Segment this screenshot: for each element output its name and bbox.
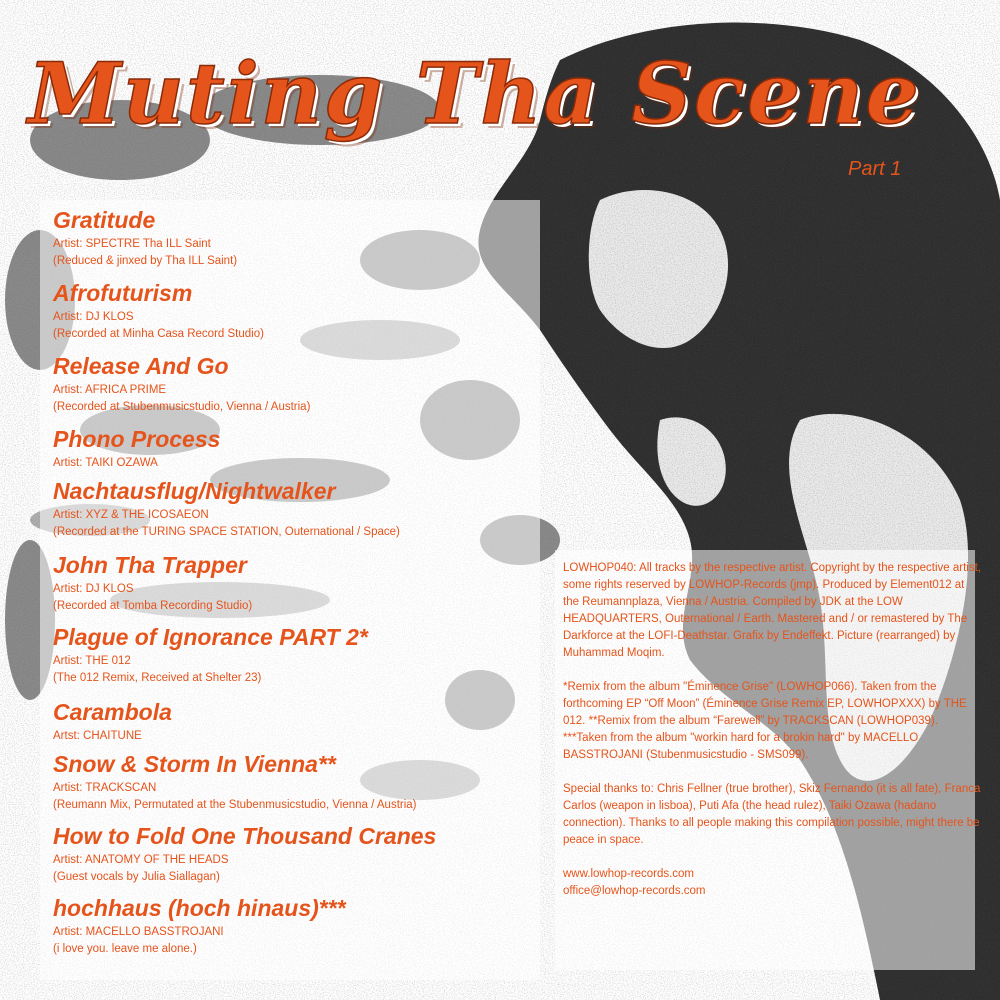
album-subtitle: Part 1 [848,158,902,180]
track-title: hochhaus (hoch hinaus)*** [53,895,346,921]
tracklist [53,206,573,954]
track-artist: Artist: MACELLO BASSTROJANI [53,926,224,938]
track-artist: Artist: DJ KLOS [53,311,134,323]
track-artist: Artst: CHAITUNE [53,730,142,742]
track-item [53,623,573,698]
track-note: (Reduced & jinxed by Tha ILL Saint) [53,255,238,267]
contact-links [563,866,983,900]
track-title: Gratitude [53,207,156,233]
track-title: Snow & Storm In Vienna** [53,751,336,777]
track-title: Carambola [53,699,172,725]
track-item [53,206,573,279]
track-note: (Recorded at the TURING SPACE STATION, Outernational / Space) [53,526,400,538]
track-item [53,698,573,750]
track-item [53,279,573,352]
track-item [53,425,573,477]
website-link[interactable]: www.lowhop-records.com [563,868,695,880]
track-title: How to Fold One Thousand Cranes [53,823,437,849]
track-note: (The 012 Remix, Received at Shelter 23) [53,672,262,684]
credits-main: LOWHOP040: All tracks by the respective artist. Copyright by the respective artist, some rights reserved by LOWHOP-Records (jmp). Produced by Element012 at the Reumannplaza, Vienna / Austria. Compiled by JDK at the LOW HEADQUARTERS, Outernational / Earth. Mastered and / or remastered by The Darkforce at the LOFI-Deathstar. Grafix by Endeffekt. Picture (rearranged) by Muhammad Moqim. [563,562,981,659]
track-title: Afrofuturism [53,280,193,306]
email-link[interactable]: office@lowhop-records.com [563,885,706,897]
track-item [53,477,573,551]
track-note: (Reumann Mix, Permutated at the Stubenmusicstudio, Vienna / Austria) [53,799,417,811]
credits-thanks: Special thanks to: Chris Fellner (true brother), Skiz Fernando (it is all fate), Franca Carlos (weapon in lisboa), Puti Afa (the head rulez), Taiki Ozawa (hadano connection). Thanks to all people making this compilation possible, might there be peace in space. [563,783,981,846]
track-title: Release And Go [53,353,229,379]
track-title: John Tha Trapper [53,552,247,578]
track-note: (Recorded at Minha Casa Record Studio) [53,328,264,340]
track-artist: Artist: SPECTRE Tha ILL Saint [53,238,211,250]
track-artist: Artist: AFRICA PRIME [53,384,167,396]
track-artist: Artist: ANATOMY OF THE HEADS [53,854,229,866]
credits-remix-notes: *Remix from the album "Éminence Grise" (LOWHOP066). Taken from the forthcoming EP “Off Moon” (Éminence Grise Remix EP, LOWHOPXXX) by THE 012. **Remix from the album “Farewell” by TRACKSCAN (LOWHOP039). ***Taken from the album "workin hard for a brokin hard" by MACELLO BASSTROJANI (Stubenmusicstudio - SMS099). [563,681,967,761]
track-artist: Artist: THE 012 [53,655,131,667]
track-title: Nachtausflug/Nightwalker [53,478,336,504]
track-item [53,352,573,425]
track-artist: Artist: TRACKSCAN [53,782,157,794]
track-item [53,894,573,954]
track-title: Phono Process [53,426,221,452]
track-note: (Recorded at Tomba Recording Studio) [53,600,253,612]
track-artist: Artist: TAIKI OZAWA [53,457,158,469]
track-note: (Recorded at Stubenmusicstudio, Vienna / Austria) [53,401,311,413]
track-artist: Artist: XYZ & THE ICOSAEON [53,509,209,521]
track-artist: Artist: DJ KLOS [53,583,134,595]
track-item [53,822,573,894]
track-item [53,551,573,623]
track-item [53,750,573,822]
album-title: Muting Tha Scene [28,44,921,143]
credits-block [563,560,983,900]
track-note: (Guest vocals by Julia Siallagan) [53,871,220,883]
track-note: (i love you. leave me alone.) [53,943,197,955]
track-title: Plague of Ignorance PART 2* [53,624,368,650]
